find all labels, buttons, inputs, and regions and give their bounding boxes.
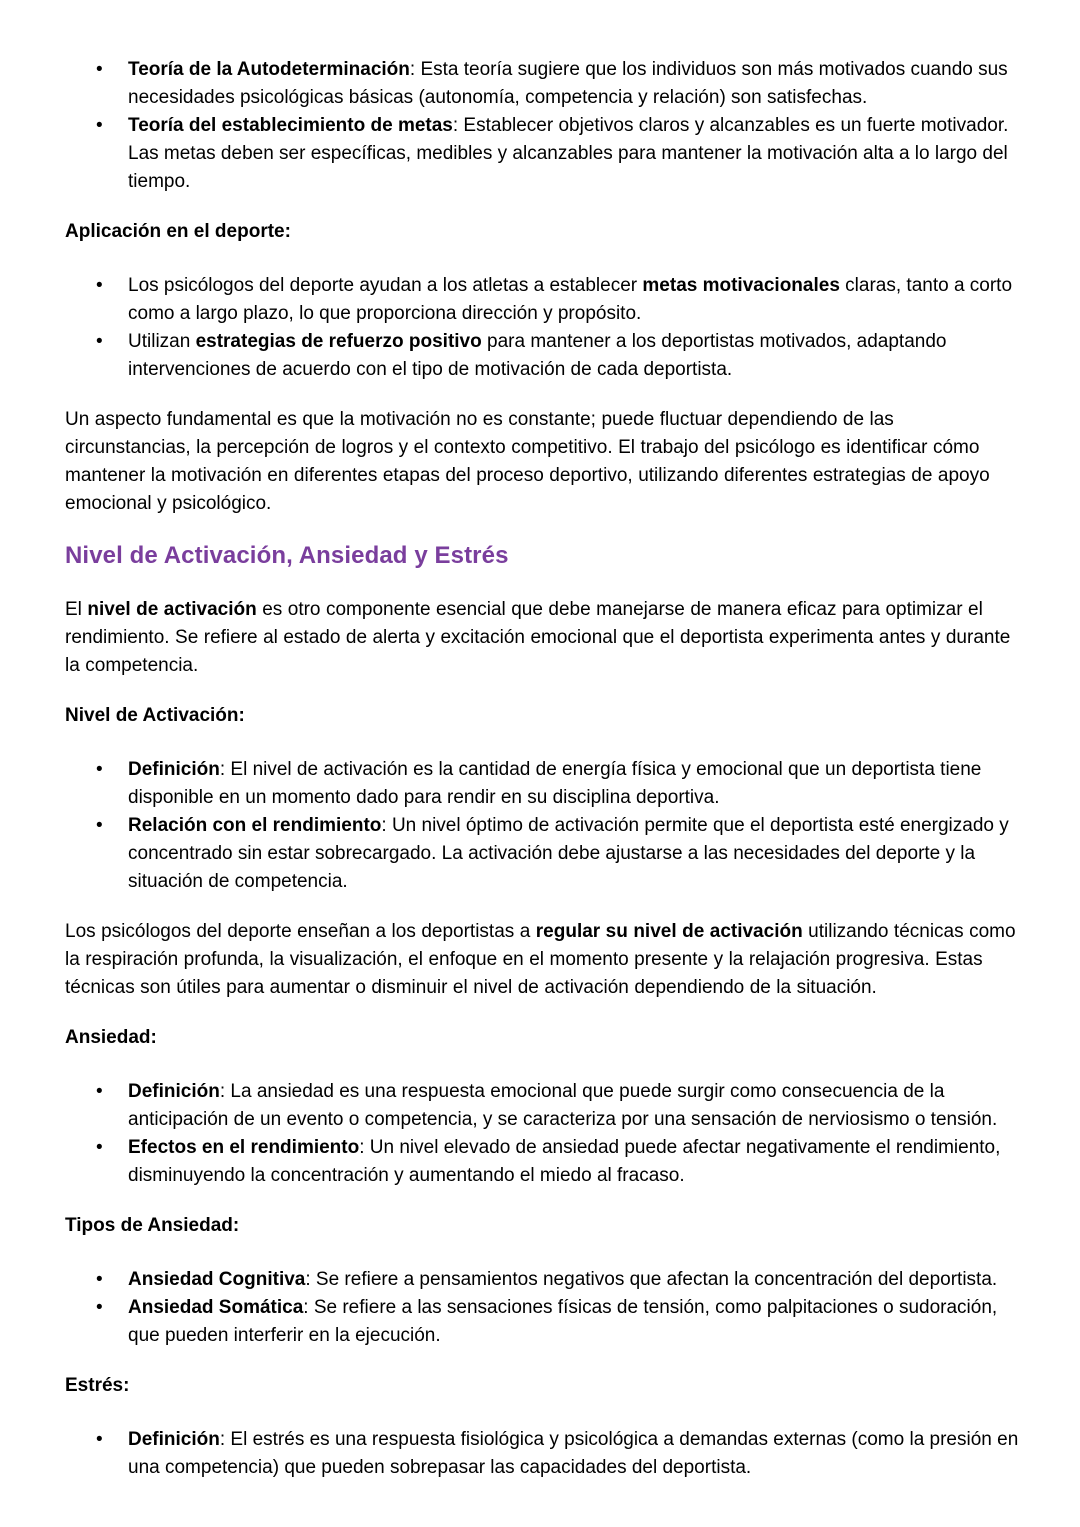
list-item-rest: : Se refiere a pensamientos negativos que afectan la concentración del deportista. [305,1269,998,1290]
bullet-icon: • [96,759,103,780]
bullet-icon: • [96,1081,103,1102]
list-item-rest: : Establecer objetivos claros y alcanzables es un fuerte motivador. Las metas deben ser específicas, medibles y alcanzables para mantener la motivación alta a lo largo del tiempo. [128,115,1009,192]
section-heading-activacion-ansiedad-estres: Nivel de Activación, Ansiedad y Estrés [65,542,509,569]
bullet-icon: • [96,815,103,836]
list-item [65,812,1020,896]
list-item-text [128,1429,1018,1478]
list-item-rest: : El estrés es una respuesta fisiológica y psicológica a demandas externas (como la presión en una competencia) que pueden sobrepasar las capacidades del deportista. [128,1429,1019,1478]
list-item [65,1294,1020,1350]
bullet-icon: • [96,1269,103,1290]
list-item-post: para mantener a los deportistas motivados, adaptando intervenciones de acuerdo con el tipo de motivación de cada deportista. [128,331,947,380]
paragraph-pre: Los psicólogos del deporte enseñan a los deportistas a [65,921,536,942]
bullet-icon: • [96,1297,103,1318]
paragraph-strong: nivel de activación [87,599,257,620]
subheading-estres: Estrés: [65,1375,130,1396]
bullet-icon: • [96,115,103,136]
list-item-text [128,331,946,380]
list-item [65,112,1020,196]
list-item-lead: Efectos en el rendimiento [128,1137,360,1158]
list-tipos-ansiedad [65,1266,1020,1350]
list-nivel-activacion [65,756,1020,896]
list-item-lead: Teoría del establecimiento de metas [128,115,453,136]
bullet-icon: • [96,275,103,296]
list-item-text [128,1137,1000,1186]
list-item-rest: : La ansiedad es una respuesta emocional que puede surgir como consecuencia de la anticipación de un evento o competencia, y se caracteriza por una sensación de nerviosismo o tensión. [128,1081,998,1130]
subheading-ansiedad: Ansiedad: [65,1027,157,1048]
list-item [65,1266,1020,1294]
bullet-icon: • [96,59,103,80]
list-item-strong: estrategias de refuerzo positivo [195,331,482,352]
bullet-icon: • [96,331,103,352]
bullet-icon: • [96,1137,103,1158]
list-teorias-motivacion [65,56,1020,196]
paragraph-motivacion-fluctuante: Un aspecto fundamental es que la motivación no es constante; puede fluctuar dependiendo de las circunstancias, la percepción de logros y el contexto competitivo. El trabajo del psicólogo es identificar cómo mantener la motivación en diferentes etapas del proceso deportivo, utilizando diferentes estrategias de apoyo emocional y psicológico. [65,409,990,514]
list-item-rest: : Un nivel elevado de ansiedad puede afectar negativamente el rendimiento, disminuyendo la concentración y aumentando el miedo al fracaso. [128,1137,1001,1186]
list-item [65,272,1020,328]
list-item [65,756,1020,812]
list-item-text [128,759,981,808]
list-item [65,1134,1020,1190]
bullet-icon: • [96,1429,103,1450]
list-item-text [128,275,1012,324]
paragraph-strong: regular su nivel de activación [535,921,803,942]
list-item [65,56,1020,112]
list-item-lead: Ansiedad Somática [128,1297,304,1318]
list-item-rest: : Un nivel óptimo de activación permite que el deportista esté energizado y concentrado sin estar sobrecargado. La activación debe ajustarse a las necesidades del deporte y la situación de competencia. [128,815,1009,892]
list-item-pre: Utilizan [128,331,196,352]
paragraph-nivel-activacion [65,596,1020,680]
list-item-lead: Definición [128,1429,220,1450]
list-item-text [128,1269,997,1290]
list-item-rest: : Esta teoría sugiere que los individuos son más motivados cuando sus necesidades psicológicas básicas (autonomía, competencia y relación) son satisfechas. [128,59,1008,108]
list-item [65,1078,1020,1134]
list-estres [65,1426,1020,1482]
paragraph-post: es otro componente esencial que debe manejarse de manera eficaz para optimizar el rendimiento. Se refiere al estado de alerta y excitación emocional que el deportista experimenta antes y durante la competencia. [65,599,1011,676]
subheading-tipos-ansiedad: Tipos de Ansiedad: [65,1215,240,1236]
subheading-nivel-activacion: Nivel de Activación: [65,705,245,726]
list-item [65,1426,1020,1482]
list-item-text [128,815,1009,892]
list-item-post: claras, tanto a corto como a largo plazo, lo que proporciona dirección y propósito. [128,275,1013,324]
paragraph-regular-activacion [65,918,1020,1002]
paragraph-post: utilizando técnicas como la respiración profunda, la visualización, el enfoque en el momento presente y la relajación progresiva. Estas técnicas son útiles para aumentar o disminuir el nivel de activación dependiendo de la situación. [65,921,1016,998]
list-item-lead: Definición [128,759,220,780]
paragraph-pre: El [65,599,88,620]
list-item-text [128,115,1008,192]
list-item-rest: : El nivel de activación es la cantidad de energía física y emocional que un deportista tiene disponible en un momento dado para rendir en su disciplina deportiva. [128,759,982,808]
list-item [65,328,1020,384]
list-aplicacion-deporte [65,272,1020,384]
list-item-strong: metas motivacionales [642,275,840,296]
list-item-text [128,1297,997,1346]
list-item-lead: Definición [128,1081,220,1102]
list-item-text [128,59,1008,108]
list-item-text [128,1081,997,1130]
subheading-aplicacion-deporte: Aplicación en el deporte: [65,221,291,242]
list-ansiedad [65,1078,1020,1190]
list-item-lead: Teoría de la Autodeterminación [128,59,410,80]
document-body [65,56,1020,1482]
list-item-lead: Relación con el rendimiento [128,815,382,836]
list-item-pre: Los psicólogos del deporte ayudan a los atletas a establecer [128,275,643,296]
list-item-lead: Ansiedad Cognitiva [128,1269,306,1290]
list-item-rest: : Se refiere a las sensaciones físicas de tensión, como palpitaciones o sudoración, que pueden interferir en la ejecución. [128,1297,998,1346]
